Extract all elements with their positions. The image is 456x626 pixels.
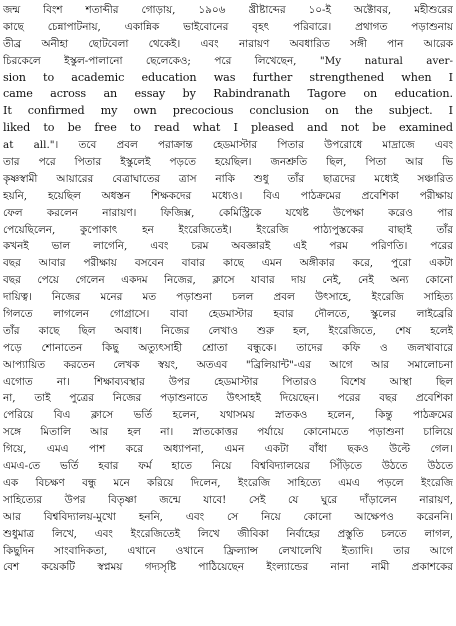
text-line: কিছুদিন সাংবাদিকতা, এখানে ওখানে ফ্রিল্যান্স লেখালেখি ইত্যাদি। তার আগে [3, 544, 453, 557]
text-line: গিয়ে, এমএ পাশ করে অধ্যাপনা, এমন একটা বাঁধা ছকও উল্টে গেল। [3, 443, 453, 456]
text-line: এক বিচক্ষণ বন্ধু মনে করিয়ে দিলেন, ইংরেজি সাহিত্যে এমএ পড়লে ইংরেজি [3, 476, 453, 489]
text-line: কৃষ্ণস্বামী আয়ারের বেত্রাঘাতের ত্রাস নাকি শুধু তাঁর ছাত্রদের মধ্যেই সঞ্চারিত [3, 172, 453, 185]
text-line [3, 576, 453, 593]
text-line: তার পরে পিতার ইস্কুলেই পড়তে হয়েছিল। জনশ্রুতি ছিল, পিতা আর ভি [3, 156, 453, 169]
text-line: কখনই ভাল লাগেনি, এবং চরম অবজ্ঞারই এই পরম পরিণতি। পরের [3, 240, 453, 253]
text-line: এমএ-তে ভর্তি হবার ফর্ম হাতে নিয়ে বিশ্ববিদ্যালয়ের সিঁড়িতে উঠতে উঠতে [3, 460, 453, 473]
text-line: এগোত না। শিক্ষাব্যবস্থার উপর হেডমাস্টার পিতারও বিশেষ আস্থা ছিল [3, 375, 453, 388]
text-line: কাছে চেন্নাপাটনায়, একান্নিক ভাইবোনের বৃহৎ পরিবারে। প্রথাগত পড়াশুনায় [3, 20, 453, 33]
text-line: বছর পেয়ে গেলেন একদম নিজের, ক্লাসে যাবার দায় নেই, নেই অন্য কোনো [3, 274, 453, 287]
text-line: বেশ কয়েকটি স্বপ্নময় গদ্যসৃষ্টি পাঠিয়েছেন ইংল্যান্ডের নানা নামী প্রকাশকের [3, 561, 453, 574]
text-line: তাঁর কাছে ছিল অবাধ। নিজের লেখাও শুরু হল, ইংরেজিতে, শেষ হলেই [3, 324, 453, 337]
text-line: আর বিশ্ববিদ্যালয়-মুখো হননি, এবং সে নিয়ে কোনো আক্ষেপও করেননি। [3, 510, 453, 523]
text-line: sion to academic education was further strengthened when I [3, 70, 453, 84]
text-line: পেয়েছিলেন, কুপোকাৎ হন ইংরেজিতেই। ইংরেজি পাঠ্যপুস্তকের বাছাই তাঁর [3, 223, 453, 236]
text-line: came across an essay by Rabindranath Tagore on education. [3, 87, 453, 101]
text-line: দায়িত্ব। নিজের মনের মত পড়াশুনা চলল প্রবল উৎসাহে, ইংরেজি সাহিত্য [3, 291, 453, 304]
text-line: বছর আবার পরীক্ষায় বসবেন বাবার কাছে এমন অঙ্গীকার করে, পুরো একটা [3, 257, 453, 270]
text-line: সাহিত্যের উপর বিতৃষ্ণা জন্মে যাবে! সেই যে ঘুরে দাঁড়ালেন নারায়ণ, [3, 493, 453, 506]
text-line: It confirmed my own precocious conclusion on the subject. I [3, 104, 453, 118]
text-line: সঙ্গে মিতালি আর হল না। স্নাতকোত্তর পর্যায়ে কোনোমতে পড়াশুনা চালিয়ে [3, 426, 453, 439]
text-line: জন্ম বিংশ শতাব্দীর গোড়ায়, ১৯০৬ খ্রীষ্টাব্দের ১০-ই অক্টোবর, মহীশুরের [3, 4, 453, 16]
text-line: পেরিয়ে বিএ ক্লাসে ভর্তি হলেন, যথাসময় স্নাতকও হলেন, কিন্তু পাঠক্রমের [3, 409, 453, 422]
text-line: পড়ে শোনাতেন কিছু অত্যুৎসাহী শ্রোতা বন্ধুকে। তাদের কফি ও জলখাবারে [3, 341, 453, 354]
text-line: liked to be free to read what I pleased and not be examined [3, 121, 453, 135]
text-line: চিরকেলে ইস্কুল-পালানো ছেলেকেও; পরে লিখেছেন, "My natural aver- [3, 54, 453, 67]
text-line: at all."। তবে প্রবল পরাক্রান্ত হেডমাস্টার পিতার উপরোধে মাদ্রাজে এবং [3, 139, 453, 152]
text-line: হয়নি, হয়েছিল অধস্তন শিক্ষকদের মধ্যেও। বিএ পাঠক্রমের প্রবেশিকা পরীক্ষায় [3, 189, 453, 202]
text-line: না, তাই পুত্রের নিজের পড়াশুনাতে উৎসাহই দিয়েছেন। পরের বছর প্রবেশিকা [3, 392, 453, 405]
text-line: গিলতে লাগলেন গোগ্রাসে। বাবা হেডমাস্টার হবার দৌলতে, স্কুলের লাইব্রেরি [3, 308, 453, 321]
text-line: আপ্যায়িত করতেন লেখক স্বয়ং, অতএব "ব্রিলিয়ান্ট"-এর আগে আর সমালোচনা [3, 358, 453, 371]
text-line: শুধুমাত্র লিখে, এবং ইংরেজিতেই লিখে জীবিকা নির্বাহের প্রস্তুতি চলতে লাগল, [3, 527, 453, 540]
text-line: ফেল করলেন নারায়ণ। ফিজিক্স, কেমিস্ট্রিকে যথেষ্ট উপেক্ষা করেও পার [3, 206, 453, 219]
text-line: তীব্র অনীহা ছোটবেলা থেকেই। এবং নারায়ণ অবধারিত সঙ্গী পান আরেক [3, 37, 453, 50]
